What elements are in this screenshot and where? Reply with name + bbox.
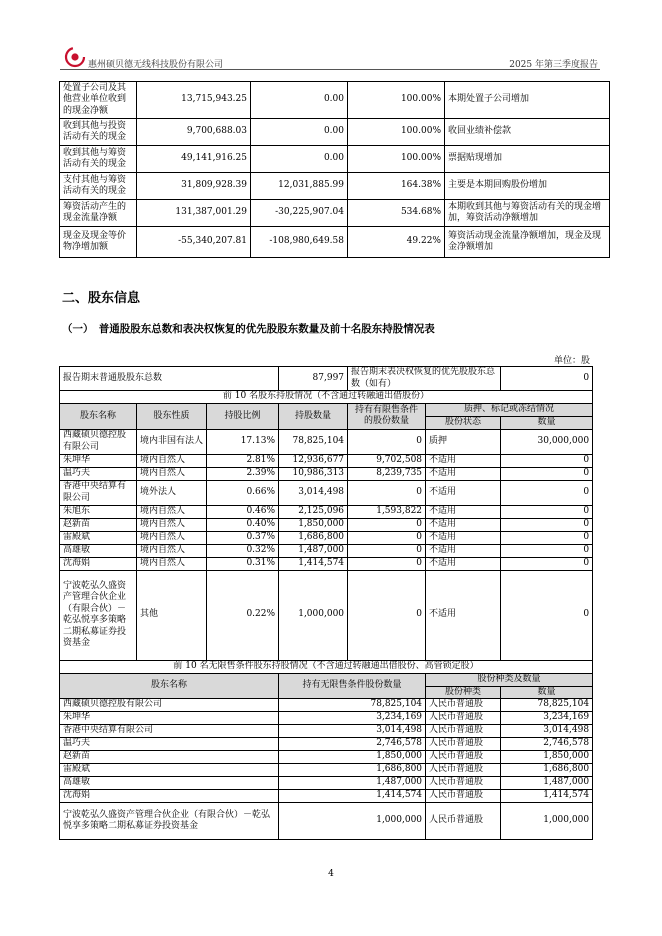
- shareholder-ratio: 0.31%: [207, 557, 279, 570]
- header-rule: [60, 69, 600, 70]
- cashflow-prior: 12,031,885.99: [251, 173, 348, 200]
- shareholder-row: [60, 570, 593, 660]
- cashflow-reason: 主要是本期回购股份增加: [445, 173, 610, 200]
- pledge-status: 不适用: [426, 480, 501, 505]
- shareholder-qty: 10,986,313: [279, 467, 348, 480]
- unrestricted-name: 香港中央结算有限公司: [60, 725, 279, 738]
- shareholder-qty: 1,850,000: [279, 518, 348, 531]
- subsection-title: （一） 普通股股东总数和表决权恢复的优先股股东数量及前十名股东持股情况表: [62, 323, 435, 335]
- cashflow-prior: 0.00: [251, 146, 348, 173]
- cashflow-current: 9,700,688.03: [137, 119, 251, 146]
- top10-header-row: [60, 404, 593, 417]
- unrestricted-row: [60, 699, 593, 712]
- shareholder-qty: 1,414,574: [279, 557, 348, 570]
- pledge-status: 不适用: [426, 557, 501, 570]
- shareholder-row: [60, 480, 593, 505]
- shareholder-qty: 3,014,498: [279, 480, 348, 505]
- shareholder-name: 香港中央结算有限公司: [60, 480, 137, 505]
- shareholder-ratio: 17.13%: [207, 429, 279, 454]
- common-holders-label: 报告期末普通股股东总数: [60, 367, 279, 391]
- share-count: 2,746,578: [501, 738, 593, 751]
- unrestricted-header-row: [60, 673, 593, 686]
- shareholder-qty: 1,487,000: [279, 544, 348, 557]
- pledge-status: 不适用: [426, 467, 501, 480]
- shareholder-restricted: 0: [348, 531, 426, 544]
- report-title: 2025 年第三季度报告: [509, 60, 598, 70]
- cashflow-prior: 0.00: [251, 119, 348, 146]
- col-header-qty: 持股数量: [279, 404, 348, 430]
- unrestricted-title-row: [60, 660, 593, 673]
- pledge-status: 质押: [426, 429, 501, 454]
- cashflow-reason: 票据贴现增加: [445, 146, 610, 173]
- cashflow-row: [60, 119, 610, 146]
- unrestricted-name: 雷殿斌: [60, 764, 279, 777]
- shareholder-row: [60, 505, 593, 518]
- cashflow-reason: 本期收到其他与筹资活动有关的现金增加，筹资活动净额增加: [445, 200, 610, 227]
- unrestricted-row: [60, 764, 593, 777]
- pledge-count: 30,000,000: [501, 429, 593, 454]
- shareholder-row: [60, 557, 593, 570]
- cashflow-change: 164.38%: [348, 173, 445, 200]
- share-type: 人民币普通股: [426, 699, 501, 712]
- unrestricted-row: [60, 738, 593, 751]
- shareholder-name: 宁波乾弘久盛资产管理合伙企业（有限合伙）－乾弘悦享多策略二期私募证券投资基金: [60, 570, 137, 660]
- cashflow-reason: 筹资活动现金流量净额增加，现金及现金净额增加: [445, 227, 610, 258]
- pledge-count: 0: [501, 480, 593, 505]
- pledge-count: 0: [501, 570, 593, 660]
- shareholder-restricted: 0: [348, 570, 426, 660]
- unrestricted-name: 宁波乾弘久盛资产管理合伙企业（有限合伙）－乾弘悦享多策略二期私募证券投资基金: [60, 803, 279, 840]
- shareholder-nature: 境内自然人: [137, 518, 207, 531]
- share-count: 1,000,000: [501, 803, 593, 840]
- col-header-restricted: 持有有限售条件的股份数量: [348, 404, 426, 430]
- cashflow-row: [60, 146, 610, 173]
- unit-label: 单位：股: [553, 356, 590, 366]
- shareholder-ratio: 0.40%: [207, 518, 279, 531]
- common-holders-value: 87,997: [279, 367, 348, 391]
- unrestricted-row: [60, 803, 593, 840]
- cashflow-prior: 0.00: [251, 82, 348, 119]
- shareholder-name: 朱坤华: [60, 454, 137, 467]
- unrestricted-name: 温巧夫: [60, 738, 279, 751]
- cashflow-row: [60, 82, 610, 119]
- shareholder-restricted: 0: [348, 557, 426, 570]
- pledge-count: 0: [501, 557, 593, 570]
- pledge-count: 0: [501, 454, 593, 467]
- shareholder-nature: 境内自然人: [137, 467, 207, 480]
- shareholder-qty: 1,686,800: [279, 531, 348, 544]
- shareholder-row: [60, 467, 593, 480]
- un-header-count: 数量: [501, 686, 593, 699]
- shareholder-ratio: 0.46%: [207, 505, 279, 518]
- shareholder-ratio: 0.37%: [207, 531, 279, 544]
- col-header-count: 数量: [501, 417, 593, 430]
- shareholder-qty: 2,125,096: [279, 505, 348, 518]
- col-header-ratio: 持股比例: [207, 404, 279, 430]
- section-title: 二、股东信息: [62, 291, 141, 306]
- shareholder-name: 朱旭东: [60, 505, 137, 518]
- pledge-count: 0: [501, 518, 593, 531]
- cashflow-reason: 本期处置子公司增加: [445, 82, 610, 119]
- share-count: 1,414,574: [501, 790, 593, 803]
- shareholder-name: 高雄敏: [60, 544, 137, 557]
- share-type: 人民币普通股: [426, 790, 501, 803]
- cashflow-change: 534.68%: [348, 200, 445, 227]
- top10-title: 前 10 名股东持股情况（不含通过转融通出借股份）: [60, 391, 593, 404]
- un-header-type: 股份种类: [426, 686, 501, 699]
- unrestricted-name: 西藏硕贝德控股有限公司: [60, 699, 279, 712]
- cashflow-item: 支付其他与筹资活动有关的现金: [60, 173, 137, 200]
- shareholder-nature: 境内自然人: [137, 505, 207, 518]
- share-type: 人民币普通股: [426, 712, 501, 725]
- pledge-status: 不适用: [426, 518, 501, 531]
- company-name: 惠州硕贝德无线科技股份有限公司: [88, 60, 224, 70]
- shareholder-restricted: 1,593,822: [348, 505, 426, 518]
- pledge-count: 0: [501, 467, 593, 480]
- shareholder-name: 西藏硕贝德控股有限公司: [60, 429, 137, 454]
- shareholder-row: [60, 531, 593, 544]
- shareholder-nature: 境内自然人: [137, 544, 207, 557]
- shareholder-nature: 境外法人: [137, 480, 207, 505]
- un-header-qty: 持有无限售条件股份数量: [279, 673, 426, 699]
- col-header-nature: 股东性质: [137, 404, 207, 430]
- shareholder-nature: 境内非国有法人: [137, 429, 207, 454]
- unrestricted-title: 前 10 名无限售条件股东持股情况（不含通过转融通出借股份、高管锁定股）: [60, 660, 593, 673]
- cashflow-row: [60, 173, 610, 200]
- shareholder-table: [59, 366, 593, 840]
- shareholder-nature: 其他: [137, 570, 207, 660]
- cashflow-row: [60, 200, 610, 227]
- shareholder-ratio: 2.81%: [207, 454, 279, 467]
- shareholder-restricted: 0: [348, 544, 426, 557]
- summary-row: [60, 367, 593, 391]
- cashflow-item: 筹资活动产生的现金流量净额: [60, 200, 137, 227]
- shareholder-nature: 境内自然人: [137, 531, 207, 544]
- share-type: 人民币普通股: [426, 803, 501, 840]
- top10-title-row: [60, 391, 593, 404]
- share-type: 人民币普通股: [426, 764, 501, 777]
- share-count: 78,825,104: [501, 699, 593, 712]
- share-count: 1,850,000: [501, 751, 593, 764]
- cashflow-current: 31,809,928.39: [137, 173, 251, 200]
- pledge-status: 不适用: [426, 544, 501, 557]
- unrestricted-name: 朱坤华: [60, 712, 279, 725]
- unrestricted-qty: 1,000,000: [279, 803, 426, 840]
- pledge-status: 不适用: [426, 505, 501, 518]
- unrestricted-row: [60, 725, 593, 738]
- pledge-count: 0: [501, 505, 593, 518]
- share-count: 1,487,000: [501, 777, 593, 790]
- shareholder-row: [60, 454, 593, 467]
- share-type: 人民币普通股: [426, 777, 501, 790]
- cashflow-row: [60, 227, 610, 258]
- unrestricted-qty: 78,825,104: [279, 699, 426, 712]
- unrestricted-name: 沈海娟: [60, 790, 279, 803]
- page-number: 4: [328, 869, 334, 879]
- cashflow-change: 100.00%: [348, 119, 445, 146]
- shareholder-name: 温巧夫: [60, 467, 137, 480]
- share-count: 3,014,498: [501, 725, 593, 738]
- unrestricted-qty: 3,234,169: [279, 712, 426, 725]
- un-header-name: 股东名称: [60, 673, 279, 699]
- cashflow-item: 收到其他与投资活动有关的现金: [60, 119, 137, 146]
- company-logo-icon: [64, 46, 86, 68]
- col-header-pledge: 质押、标记或冻结情况: [426, 404, 593, 417]
- shareholder-name: 沈海娟: [60, 557, 137, 570]
- shareholder-name: 赵新苗: [60, 518, 137, 531]
- shareholder-nature: 境内自然人: [137, 557, 207, 570]
- cashflow-prior: -30,225,907.04: [251, 200, 348, 227]
- cashflow-item: 处置子公司及其他营业单位收到的现金净额: [60, 82, 137, 119]
- shareholder-row: [60, 429, 593, 454]
- shareholder-qty: 1,000,000: [279, 570, 348, 660]
- shareholder-name: 雷殿斌: [60, 531, 137, 544]
- cashflow-change: 100.00%: [348, 82, 445, 119]
- cashflow-current: 49,141,916.25: [137, 146, 251, 173]
- unrestricted-qty: 3,014,498: [279, 725, 426, 738]
- cashflow-table: [59, 81, 610, 258]
- share-type: 人民币普通股: [426, 725, 501, 738]
- shareholder-ratio: 0.32%: [207, 544, 279, 557]
- shareholder-restricted: 8,239,735: [348, 467, 426, 480]
- share-type: 人民币普通股: [426, 751, 501, 764]
- unrestricted-row: [60, 712, 593, 725]
- col-header-name: 股东名称: [60, 404, 137, 430]
- unrestricted-qty: 1,487,000: [279, 777, 426, 790]
- pledge-status: 不适用: [426, 454, 501, 467]
- pledge-count: 0: [501, 544, 593, 557]
- unrestricted-name: 赵新苗: [60, 751, 279, 764]
- shareholder-qty: 78,825,104: [279, 429, 348, 454]
- col-header-status: 股份状态: [426, 417, 501, 430]
- cashflow-item: 现金及现金等价物净增加额: [60, 227, 137, 258]
- shareholder-ratio: 2.39%: [207, 467, 279, 480]
- unrestricted-row: [60, 777, 593, 790]
- cashflow-prior: -108,980,649.58: [251, 227, 348, 258]
- unrestricted-qty: 1,850,000: [279, 751, 426, 764]
- shareholder-ratio: 0.66%: [207, 480, 279, 505]
- preferred-holders-label: 报告期末表决权恢复的优先股股东总数（如有）: [348, 367, 501, 391]
- shareholder-restricted: 9,702,508: [348, 454, 426, 467]
- page-header: [60, 44, 600, 70]
- unrestricted-qty: 2,746,578: [279, 738, 426, 751]
- cashflow-reason: 收回业绩补偿款: [445, 119, 610, 146]
- un-header-type-group: 股份种类及数量: [426, 673, 593, 686]
- preferred-holders-value: 0: [501, 367, 593, 391]
- cashflow-current: -55,340,207.81: [137, 227, 251, 258]
- pledge-count: 0: [501, 531, 593, 544]
- unrestricted-name: 高雄敏: [60, 777, 279, 790]
- cashflow-current: 131,387,001.29: [137, 200, 251, 227]
- unrestricted-row: [60, 790, 593, 803]
- cashflow-item: 收到其他与筹资活动有关的现金: [60, 146, 137, 173]
- cashflow-change: 100.00%: [348, 146, 445, 173]
- shareholder-restricted: 0: [348, 518, 426, 531]
- cashflow-current: 13,715,943.25: [137, 82, 251, 119]
- share-count: 3,234,169: [501, 712, 593, 725]
- unrestricted-row: [60, 751, 593, 764]
- unrestricted-qty: 1,414,574: [279, 790, 426, 803]
- shareholder-nature: 境内自然人: [137, 454, 207, 467]
- shareholder-restricted: 0: [348, 429, 426, 454]
- pledge-status: 不适用: [426, 570, 501, 660]
- shareholder-ratio: 0.22%: [207, 570, 279, 660]
- share-type: 人民币普通股: [426, 738, 501, 751]
- shareholder-row: [60, 518, 593, 531]
- pledge-status: 不适用: [426, 531, 501, 544]
- unrestricted-qty: 1,686,800: [279, 764, 426, 777]
- shareholder-qty: 12,936,677: [279, 454, 348, 467]
- shareholder-row: [60, 544, 593, 557]
- cashflow-change: 49.22%: [348, 227, 445, 258]
- shareholder-restricted: 0: [348, 480, 426, 505]
- share-count: 1,686,800: [501, 764, 593, 777]
